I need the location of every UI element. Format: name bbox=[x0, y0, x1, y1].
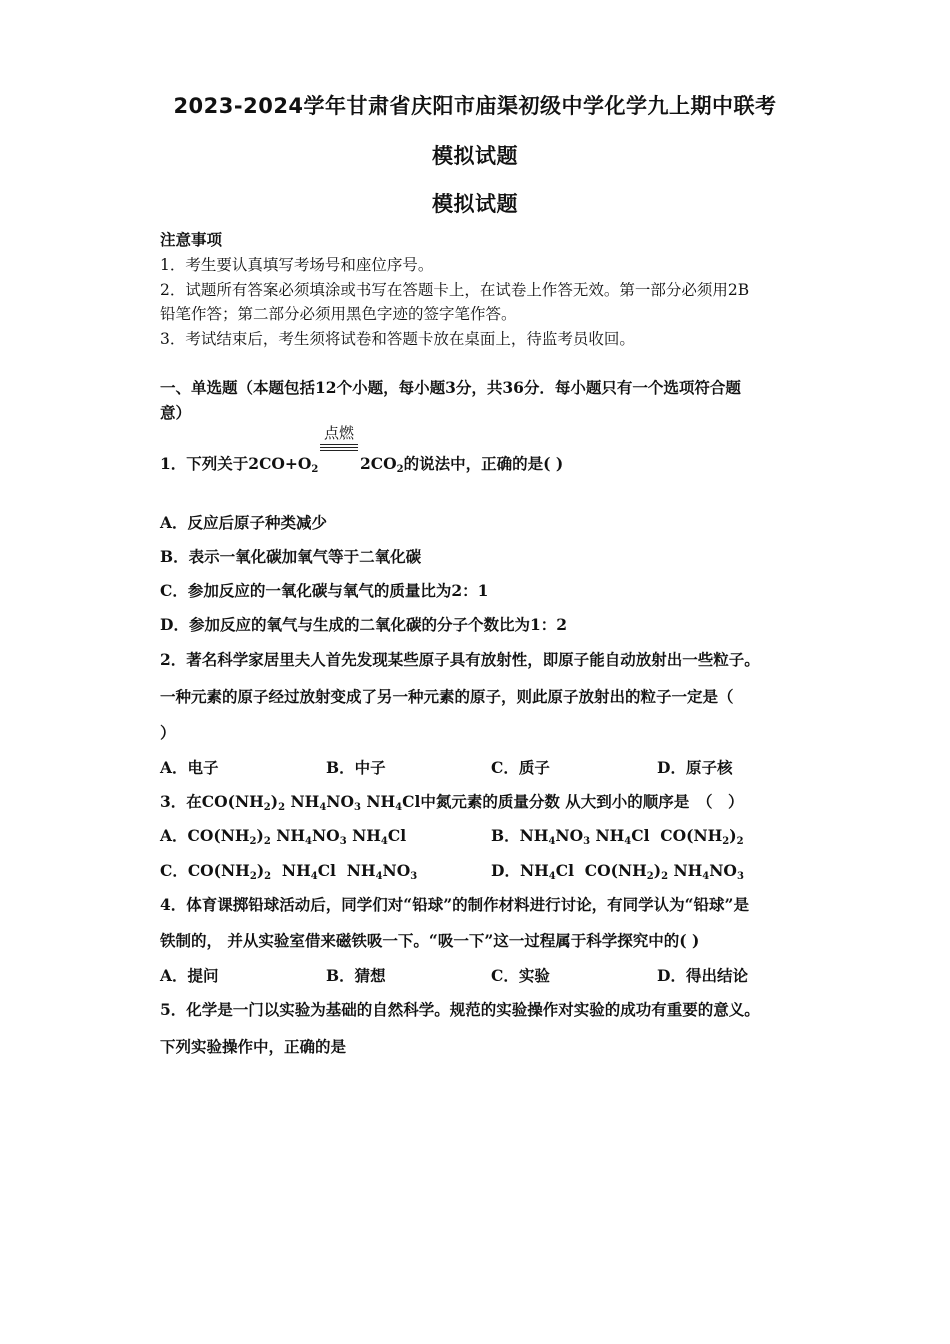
question-4-option-d: D．得出结论 bbox=[657, 966, 748, 985]
question-2-stem-cont: 一种元素的原子经过放射变成了另一种元素的原子，则此原子放射出的粒子一定是（ bbox=[160, 687, 734, 706]
section-heading: 一、单选题（本题包括12个小题，每小题3分，共36分．每小题只有一个选项符合题 bbox=[160, 378, 741, 397]
notice-item: 2．试题所有答案必须填涂或书写在答题卡上，在试卷上作答无效。第一部分必须用2B bbox=[160, 281, 750, 299]
question-5-stem: 5．化学是一门以实验为基础的自然科学。规范的实验操作对实验的成功有重要的意义。 bbox=[160, 1000, 760, 1019]
question-4-option-b: B．猜想 bbox=[326, 966, 386, 985]
question-1-option-d: D．参加反应的氧气与生成的二氧化碳的分子个数比为1：2 bbox=[160, 615, 568, 634]
question-1-stem: 1．下列关于$2CO+O_2$ bbox=[160, 454, 319, 475]
notice-item: 1．考生要认真填写考场号和座位序号。 bbox=[160, 256, 434, 274]
question-4-option-a: A．提问 bbox=[160, 966, 219, 985]
question-1-option-a: A．反应后原子种类减少 bbox=[160, 513, 328, 532]
question-3-option-d: D．$NH_4Cl$ $CO(NH_2)_2$ $NH_4NO_3$ bbox=[491, 861, 744, 882]
question-3-option-a: A．$CO(NH_2)_2$ $NH_4NO_3$ $NH_4Cl$ bbox=[160, 826, 407, 847]
question-3-option-c: C．$CO(NH_2)_2$ $NH_4Cl$ $NH_4NO_3$ bbox=[160, 861, 418, 882]
reaction-arrow bbox=[320, 422, 358, 462]
question-1-option-b: B．表示一氧化碳加氧气等于二氧化碳 bbox=[160, 547, 422, 566]
question-2-option-d: D．原子核 bbox=[657, 758, 733, 777]
question-5-stem-cont: 下列实验操作中，正确的是 bbox=[160, 1037, 347, 1056]
question-1-stem-cont: $2CO_2$的说法中，正确的是( ) bbox=[360, 454, 564, 475]
question-3-option-b: B．$NH_4NO_3$ $NH_4Cl$ $CO(NH_2)_2$ bbox=[491, 826, 744, 847]
page-subtitle-repeat: 模拟试题 bbox=[432, 192, 518, 216]
notice-item: 铅笔作答；第二部分必须用黑色字迹的签字笔作答。 bbox=[160, 305, 517, 323]
equal-bar bbox=[320, 447, 358, 448]
notice-item: 3．考试结束后，考生须将试卷和答题卡放在桌面上，待监考员收回。 bbox=[160, 330, 635, 348]
equal-bar bbox=[320, 450, 358, 451]
question-1-option-c: C．参加反应的一氧化碳与氧气的质量比为2：1 bbox=[160, 581, 489, 600]
question-4-option-c: C．实验 bbox=[491, 966, 550, 985]
question-2-stem: 2．著名科学家居里夫人首先发现某些原子具有放射性，即原子能自动放射出一些粒子。 bbox=[160, 650, 760, 669]
page-subtitle: 模拟试题 bbox=[432, 144, 518, 168]
question-4-stem-cont: 铁制的， 并从实验室借来磁铁吸一下。“吸一下”这一过程属于科学探究中的( ) bbox=[160, 931, 700, 950]
page-title: 2023-2024学年甘肃省庆阳市庙渠初级中学化学九上期中联考 bbox=[173, 94, 777, 118]
question-2-option-a: A．电子 bbox=[160, 758, 219, 777]
equal-bar bbox=[320, 444, 358, 445]
notice-heading: 注意事项 bbox=[160, 230, 223, 249]
question-3-stem: 3．在$CO(NH_2)_2$ $NH_4NO_3$ $NH_4Cl$中氮元素的质量分数 从大到小的顺序是 （ ） bbox=[160, 792, 744, 813]
question-2-stem-end: ） bbox=[160, 723, 176, 742]
question-2-option-c: C．质子 bbox=[491, 758, 550, 777]
reaction-condition: 点燃 bbox=[323, 424, 354, 442]
question-2-option-b: B．中子 bbox=[326, 758, 386, 777]
question-4-stem: 4．体育课掷铅球活动后，同学们对“铅球”的制作材料进行讨论，有同学认为“铅球”是 bbox=[160, 895, 749, 914]
section-heading-cont: 意） bbox=[160, 403, 192, 422]
